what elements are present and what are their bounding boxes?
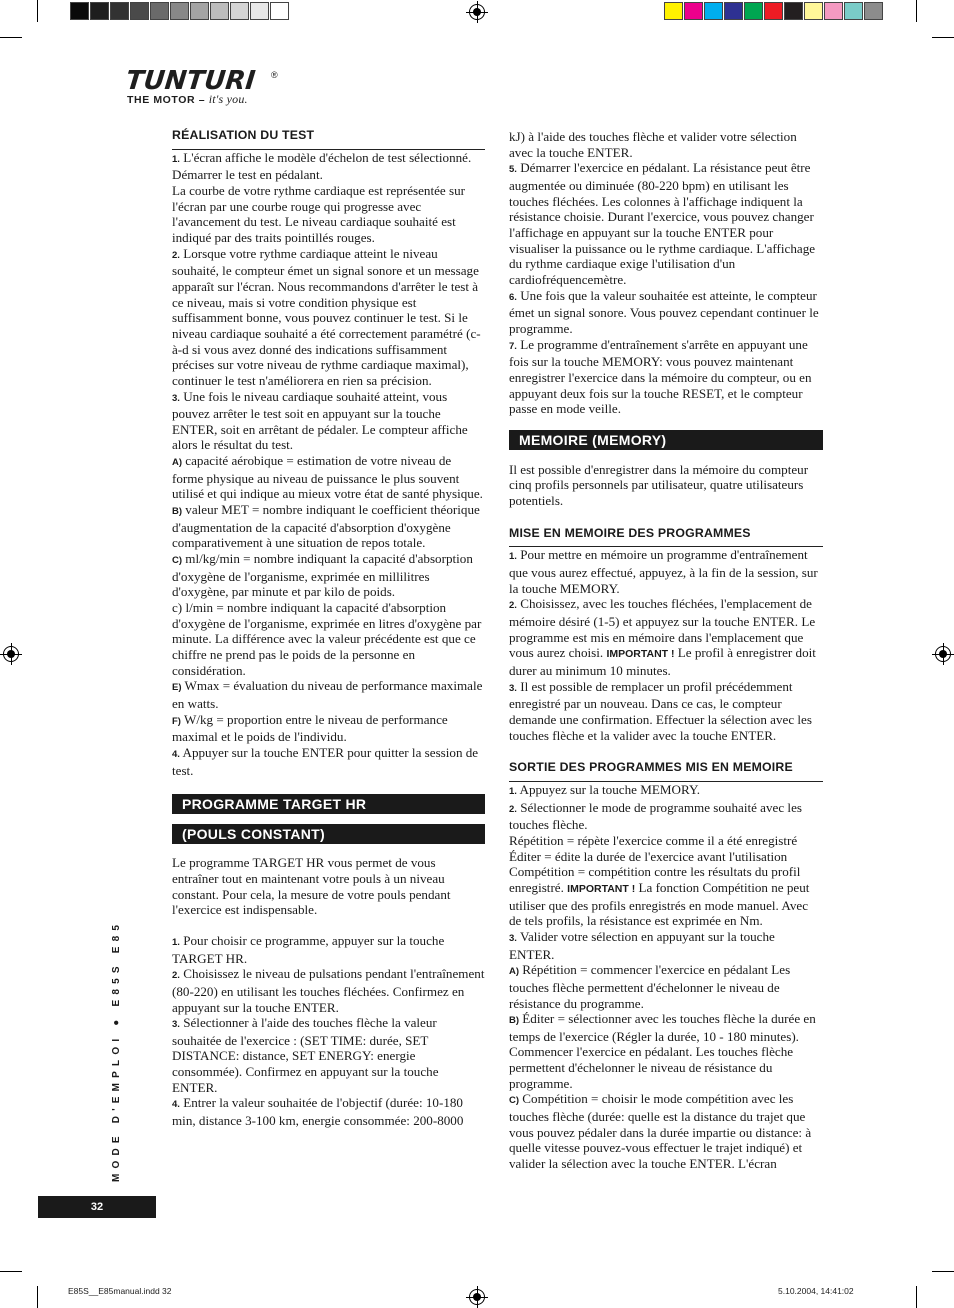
item-number: 7. xyxy=(509,340,517,352)
memory-section-bar: MEMOIRE (MEMORY) xyxy=(509,430,823,450)
registered-mark: ® xyxy=(271,70,278,80)
item-number: 3. xyxy=(509,682,517,694)
paragraph-item xyxy=(509,800,823,833)
item-text: Démarrer l'exercice en pédalant. La résistance peut être augmentée ou diminuée (80-220 bpm) en utilisant les touches fléchées. Les colonnes à l'affichage indiquent la résistance choisie. Durant l'exercice, vous pouvez changer l'affichage en appuyant sur la touche ENTER pour visualiser la puissance ou le rythme cardiaque. L'affichage du rythme cardiaque exige l'utilisation d'un cardiofréquencemètre. xyxy=(509,160,816,287)
paragraph-item xyxy=(172,678,485,711)
item-number: 1. xyxy=(509,785,517,797)
item-text: ml/kg/min = nombre indiquant la capacité d'absorption d'oxygène de l'organisme, exprimée en millilitres d'oxygène, par minute et par kilo de poids. xyxy=(172,551,473,600)
item-text: Choisissez, avec les touches fléchées, l'emplacement de mémoire désiré (1-5) et appuyez sur la touche ENTER. Le programme est mis en mémoire dans l'emplacement que vous aurez choisi. xyxy=(509,596,816,661)
item-number: 3. xyxy=(509,932,517,944)
paragraph-item xyxy=(509,1011,823,1091)
paragraph-item xyxy=(509,679,823,744)
gray-swatch xyxy=(210,2,229,20)
item-text: Une fois le niveau cardiaque souhaité atteint, vous pouvez arrêter le test soit en appuyant sur la touche ENTER, soit en arrêtant de pédaler. Le compteur affiche alors le résultat du test. xyxy=(172,388,468,453)
gray-swatch xyxy=(90,2,109,20)
paragraph-item xyxy=(172,150,485,183)
item-text-after: La fonction Compétition ne peut utiliser que des profils enregistrés en mode manuel. Avec de tels profils, la résistance est exprimée en Nm. xyxy=(509,879,810,929)
item-text: c) l/min = nombre indiquant la capacité d'absorption d'oxygène de l'organisme, exprimée en litres d'oxygène par minute. La différence avec la valeur précédente est que ce chiffre ne prend pas le poids de la personne en considération. xyxy=(172,600,482,678)
crop-mark xyxy=(916,0,917,22)
important-label: IMPORTANT ! xyxy=(567,882,636,895)
side-running-title: MODE D'EMPLOI ● E85S E85 xyxy=(111,919,122,1182)
item-text: Choisissez le niveau de pulsations pendant l'entraînement (80-220) en utilisant les touches fléchées. Confirmez en appuyant sur la touche ENTER. xyxy=(172,966,485,1015)
gray-swatch xyxy=(250,2,269,20)
paragraph-item xyxy=(509,864,823,929)
item-text: Appuyer sur la touche ENTER pour quitter la session de test. xyxy=(172,744,479,778)
item-text: Éditer = édite la durée de l'exercice avant l'utilisation xyxy=(509,848,788,864)
color-swatch xyxy=(784,2,803,20)
color-swatch xyxy=(724,2,743,20)
paragraph-item xyxy=(172,551,485,600)
gray-swatch xyxy=(190,2,209,20)
item-number: C) xyxy=(509,1095,520,1107)
crop-mark xyxy=(37,1286,38,1308)
item-text: Sélectionner à l'aide des touches flèche la valeur souhaitée de l'exercice : (SET TIME: durée, SET DISTANCE: distance, SET ENERGY: energie consommée). Confirmez en appuyant sur la touche ENTER. xyxy=(172,1015,439,1095)
item-number: 2. xyxy=(509,600,517,612)
color-swatch xyxy=(844,2,863,20)
recall-steps-list xyxy=(509,782,823,1172)
color-swatch xyxy=(744,2,763,20)
item-text: Entrer la valeur souhaitée de l'objectif (durée: 10-180 min, distance 3-100 km, energie consommée: 200-8000 xyxy=(172,1095,464,1129)
paragraph-item xyxy=(172,183,485,246)
color-swatch xyxy=(664,2,683,20)
paragraph-item xyxy=(509,288,823,337)
registration-mark-icon xyxy=(935,646,951,662)
gray-swatch xyxy=(170,2,189,20)
item-number: 1. xyxy=(172,936,180,948)
page-number: 32 xyxy=(38,1196,156,1218)
item-text-after: Le profil à enregistrer doit durer au minimum 10 minutes. xyxy=(509,645,816,679)
item-number: 2. xyxy=(172,970,180,982)
item-number: 4. xyxy=(172,1099,180,1111)
item-number: 2. xyxy=(509,803,517,815)
registration-mark-icon xyxy=(469,4,485,20)
crop-mark xyxy=(0,1271,22,1272)
item-text: Appuyez sur la touche MEMORY. xyxy=(516,781,700,797)
item-text: Pour mettre en mémoire un programme d'entraînement que vous aurez effectué, appuyez, à la fin de la session, sur la touche MEMORY. xyxy=(509,547,818,596)
item-text: Répétition = commencer l'exercice en pédalant Les touches flèche permettent d'échelonner le niveau de résistance du programme. xyxy=(509,962,791,1011)
item-number: 4. xyxy=(172,748,180,760)
item-text: Compétition = choisir le mode compétition avec les touches flèche (durée: quelle est la distance du trajet que vous pouvez pédaler dans la durée impartie ou distance: à quelle vitesse pouvez-vous effectuer le trajet indiqué) et valider la sélection avec la touche ENTER. L'écran xyxy=(509,1091,812,1172)
gray-swatch xyxy=(230,2,249,20)
item-text: capacité aérobique = estimation de votre niveau de forme physique au niveau de puissance le plus souvent utilisé et qui indique au mieux votre état de santé physique. xyxy=(172,453,483,502)
item-text: Éditer = sélectionner avec les touches flèche la durée en temps de l'exercice (Régler la durée, 10 - 180 minutes). Commencer l'exercice en pédalant. Les touches flèche permettent d'échelonner le niveau de résistance du programme. xyxy=(509,1011,816,1091)
save-programs-heading: MISE EN MEMOIRE DES PROGRAMMES xyxy=(509,526,823,548)
item-number: 1. xyxy=(172,153,180,165)
paragraph-item xyxy=(172,966,485,1015)
paragraph-item xyxy=(509,849,823,865)
gray-swatch xyxy=(150,2,169,20)
item-number: F) xyxy=(172,715,181,727)
item-text: Répétition = répète l'exercice comme il a été enregistré xyxy=(509,832,798,848)
paragraph-item xyxy=(172,246,485,389)
memory-intro: Il est possible d'enregistrer dans la mémoire du compteur cinq profils personnels par utilisateur, quatre utilisateurs potentiels. xyxy=(509,461,809,509)
footer-timestamp: 5.10.2004, 14:41:02 xyxy=(778,1286,854,1296)
recall-programs-heading: SORTIE DES PROGRAMMES MIS EN MEMOIRE xyxy=(509,760,823,782)
item-number: 3. xyxy=(172,1019,180,1031)
tunturi-logo: TUNTURI xyxy=(124,66,257,96)
paragraph-item xyxy=(509,782,823,800)
gray-swatch xyxy=(270,2,289,20)
paragraph-item xyxy=(172,600,485,678)
item-number: E) xyxy=(172,682,182,694)
footer-file-name: E85S__E85manual.indd 32 xyxy=(68,1286,172,1296)
item-text: kJ) à l'aide des touches flèche et valider votre sélection avec la touche ENTER. xyxy=(509,129,797,160)
item-number: 6. xyxy=(509,291,517,303)
target-hr-intro: Le programme TARGET HR vous permet de vous entraîner tout en maintenant votre pouls à un niveau constant. Pour cela, la mesure de votre pouls pendant l'exercice est indispensable. xyxy=(172,855,451,918)
paragraph-item xyxy=(509,337,823,417)
item-text: Lorsque votre rythme cardiaque atteint le niveau souhaité, le compteur émet un signal sonore et un message apparaît sur l'écran. Nous recommandons d'arrêter le test à ce niveau, mais si votre condition physique est suffisamment bonne, vous pouvez continuer le test. Si le niveau cardiaque souhaité a été correctement paramétré (c-à-d si vous avez donné des indications suffisamment précises sur votre niveau de rythme cardiaque maximal), continuer le test n'améliorera en rien sa précision. xyxy=(172,245,481,388)
paragraph-item xyxy=(509,833,823,849)
paragraph-item xyxy=(509,962,823,1011)
slogan-prefix: THE MOTOR – xyxy=(127,94,209,106)
gray-swatch xyxy=(110,2,129,20)
color-swatch xyxy=(684,2,703,20)
gray-swatch xyxy=(130,2,149,20)
paragraph-item xyxy=(172,745,485,778)
item-number: 5. xyxy=(509,164,517,176)
color-swatch xyxy=(704,2,723,20)
paragraph-item xyxy=(172,1095,485,1128)
item-number: B) xyxy=(509,1015,520,1027)
item-text: La courbe de votre rythme cardiaque est représentée sur l'écran par une courbe rouge qui progresse avec l'avancement du test. Le niveau cardiaque souhaité est indiqué par des traits pointillés rouges. xyxy=(172,182,466,245)
item-text: Wmax = évaluation du niveau de performance maximale en watts. xyxy=(172,678,483,711)
item-number: A) xyxy=(172,457,183,469)
item-text: L'écran affiche le modèle d'échelon de test sélectionné. Démarrer le test en pédalant. xyxy=(172,149,472,183)
paragraph-item xyxy=(509,547,823,596)
important-label: IMPORTANT ! xyxy=(606,648,675,661)
item-text: Valider votre sélection en appuyant sur la touche ENTER. xyxy=(509,928,775,962)
section-heading: RÉALISATION DU TEST xyxy=(172,128,485,150)
section-bar-subtitle: (POULS CONSTANT) xyxy=(172,824,485,844)
crop-mark xyxy=(932,37,954,38)
item-text: Il est possible de remplacer un profil précédemment enregistré par un nouveau. Dans ce cas, le compteur demande une confirmation. Effectuer la sélection avec les touches flèche et la valider avec la touche ENTER. xyxy=(509,678,812,743)
item-text: Une fois que la valeur souhaitée est atteinte, le compteur émet un signal sonore. Vous pouvez cependant continuer le programme. xyxy=(509,287,819,336)
item-text: Pour choisir ce programme, appuyer sur la touche TARGET HR. xyxy=(172,932,445,966)
crop-mark xyxy=(932,1271,954,1272)
item-text: W/kg = proportion entre le niveau de performance maximal et le poids de l'individu. xyxy=(172,711,448,745)
color-swatch xyxy=(824,2,843,20)
item-number: 1. xyxy=(509,551,517,563)
logo-slogan xyxy=(127,92,248,107)
crop-mark xyxy=(916,1286,917,1308)
item-number: A) xyxy=(509,966,520,978)
color-swatch xyxy=(804,2,823,20)
target-hr-steps-continued xyxy=(509,129,823,417)
save-steps-list xyxy=(509,547,823,743)
registration-mark-icon xyxy=(3,646,19,662)
paragraph-item xyxy=(172,389,485,454)
paragraph-item xyxy=(172,933,485,966)
item-number: 2. xyxy=(172,249,180,261)
item-number: B) xyxy=(172,506,183,518)
slogan-italic: it's you. xyxy=(208,92,248,106)
item-number: 3. xyxy=(172,392,180,404)
paragraph-item xyxy=(509,160,823,287)
color-swatch xyxy=(764,2,783,20)
paragraph-item xyxy=(509,596,823,678)
color-swatch xyxy=(864,2,883,20)
item-text: Le programme d'entraînement s'arrête en appuyant une fois sur la touche MEMORY: vous pouvez maintenant enregistrer l'exercice dans la mémoire du compteur, ou en appuyant deux fois sur la touche RESET, et le compteur passe en mode veille. xyxy=(509,336,812,417)
paragraph-item xyxy=(172,1015,485,1095)
crop-mark xyxy=(37,0,38,22)
target-hr-steps-list xyxy=(172,933,485,1129)
crop-mark xyxy=(0,37,22,38)
item-text: Compétition = compétition contre les résultats du profil enregistré. xyxy=(509,864,801,895)
paragraph-item xyxy=(509,929,823,962)
section-bar-title: PROGRAMME TARGET HR xyxy=(172,794,485,814)
item-number: C) xyxy=(172,555,183,567)
paragraph-item xyxy=(509,129,823,160)
test-steps-list xyxy=(172,150,485,779)
left-column xyxy=(172,128,485,1129)
paragraph-item xyxy=(172,502,485,551)
item-text: valeur MET = nombre indiquant le coefficient théorique d'augmentation de la capacité d'absorption d'oxygène comparativement à une situation de repos totale. xyxy=(172,502,480,551)
paragraph-item xyxy=(509,1091,823,1171)
gray-swatch xyxy=(70,2,89,20)
paragraph-item xyxy=(172,453,485,502)
item-text: Sélectionner le mode de programme souhaité avec les touches flèche. xyxy=(509,799,802,833)
paragraph-item xyxy=(172,712,485,745)
right-column xyxy=(509,129,823,1172)
registration-mark-icon xyxy=(469,1289,485,1305)
